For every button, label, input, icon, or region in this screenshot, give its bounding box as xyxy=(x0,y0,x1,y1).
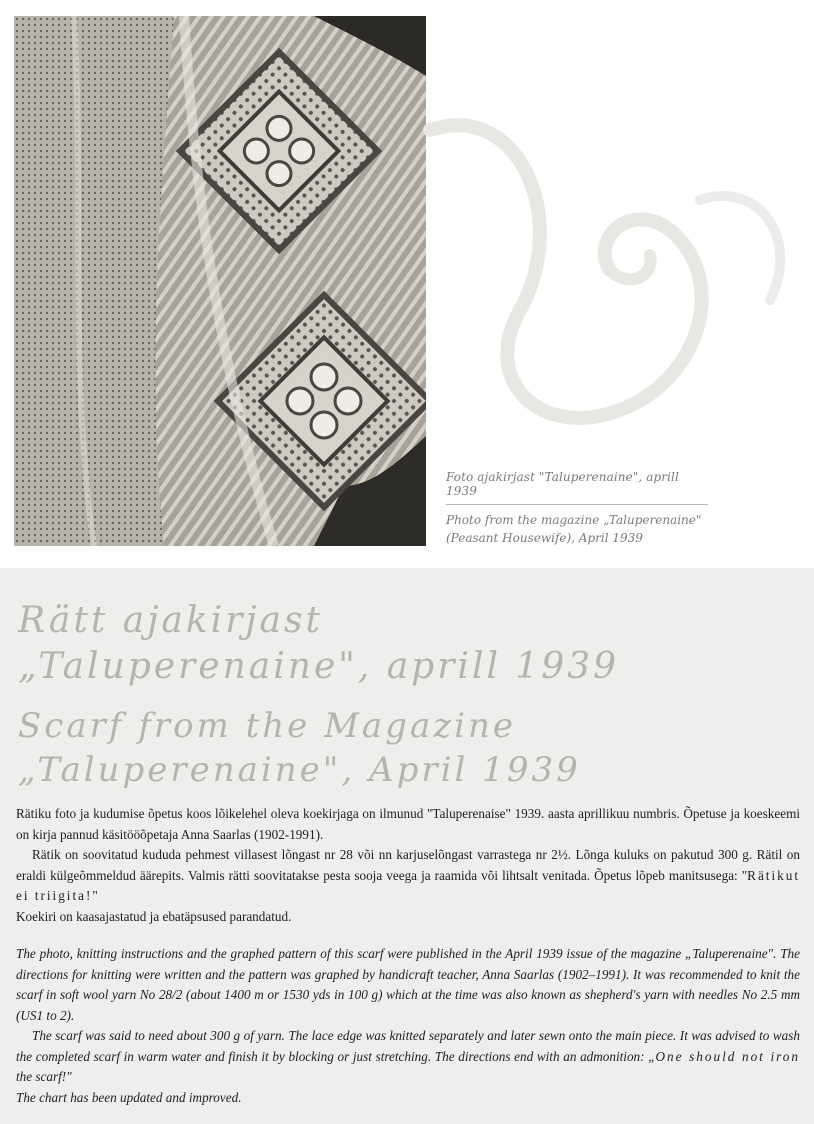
text-section xyxy=(0,568,814,1124)
body-english-paragraph-3: The chart has been updated and improved. xyxy=(16,1089,242,1105)
body-english-paragraph-2 xyxy=(16,1026,800,1088)
title-english-line-1: Scarf from the Magazine xyxy=(18,706,517,746)
body-estonian-paragraph-2-end: " xyxy=(92,888,98,903)
body-english-paragraph-1: The photo, knitting instructions and the graphed pattern of this scarf were published in the April 1939 issue of the magazine „Taluperenaine". The directions for knitting were written and the pattern was graphed by handicraft teacher, Anna Saarlas (1902–1991). It was recommended to knit the scarf in soft wool yarn No 28/2 (about 1400 m or 1530 yds in 100 g) which at the time was also known as shepherd's yarn with needles No 2.5 mm (US1 to 2). xyxy=(16,946,800,1023)
body-estonian-emphasis: Rätikut ei triigita! xyxy=(16,867,800,903)
title-estonian-line-1: Rätt ajakirjast xyxy=(18,600,323,641)
body-english-paragraph-2-end: the scarf!" xyxy=(16,1069,72,1084)
caption-english-line-2: (Peasant Housewife), April 1939 xyxy=(446,531,643,545)
caption-english-line-1: Photo from the magazine „Taluperenaine" xyxy=(446,513,702,527)
body-estonian xyxy=(16,804,800,927)
body-estonian-paragraph-3: Koekiri on kaasajastatud ja ebatäpsused parandatud. xyxy=(16,908,292,924)
decorative-swirl xyxy=(400,100,800,460)
caption-estonian: Foto ajakirjast "Taluperenaine", aprill 1939 xyxy=(446,470,708,505)
body-estonian-paragraph-2-text: Rätik on soovitatud kududa pehmest villasest lõngast nr 28 või nn karjuselõngast varrastega nr 2½. Lõnga kuluks on pakutud 300 g. Rätil on eraldi külgeõmmeldud äärepits. Valmis rätti soovitatakse pesta sooja veega ja raamida või lihtsalt venitada. Õpetus lõpeb manitsusega: " xyxy=(16,847,800,883)
body-estonian-paragraph-2 xyxy=(16,845,800,907)
body-estonian-paragraph-1: Rätiku foto ja kudumise õpetus koos lõikelehel oleva koekirjaga on ilmunud "Taluperenaise" 1939. aasta aprillikuu numbris. Õpetuse ja koeskeemi on kirja pannud käsitööõpetaja Anna Saarlas (1902-1991). xyxy=(16,806,800,842)
body-english xyxy=(16,944,800,1108)
photo-captions xyxy=(446,470,708,547)
lace-scarf-photo-image xyxy=(14,16,426,546)
title-english-line-2: „Taluperenaine", April 1939 xyxy=(18,750,581,790)
body-english-emphasis: One should not iron xyxy=(655,1048,800,1064)
caption-english xyxy=(446,505,708,547)
body-english-paragraph-2-text: The scarf was said to need about 300 g of yarn. The lace edge was knitted separately and later sewn onto the main piece. It was advised to wash the completed scarf in warm water and finish it by blocking or just stretching. The directions end with an admonition: „ xyxy=(16,1028,800,1064)
lace-scarf-photo xyxy=(14,16,426,546)
title-estonian-line-2: „Taluperenaine", aprill 1939 xyxy=(18,646,620,687)
